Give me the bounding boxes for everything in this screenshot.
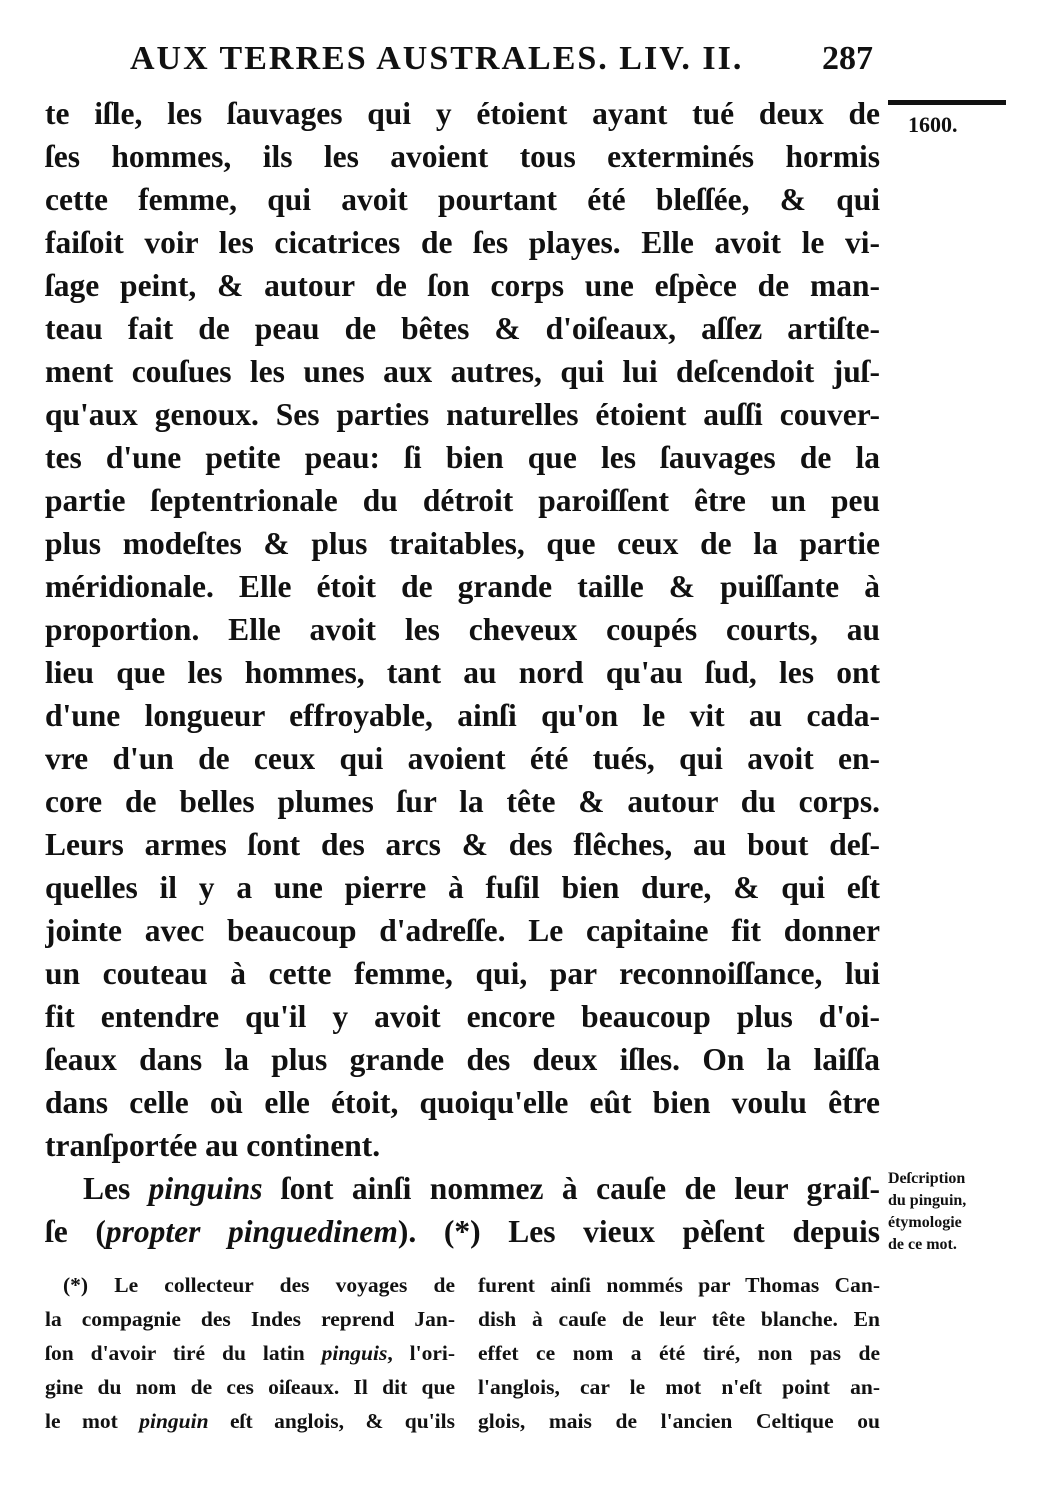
text-segment: plus modeſtes & plus traitables, que ceux de la partie <box>45 526 880 561</box>
text-segment: tes d'une petite peau: ſi bien que les ſauvages de la <box>45 440 880 475</box>
text-segment: effet ce nom a été tiré, non pas de <box>478 1341 880 1365</box>
text-segment: proportion. Elle avoit les cheveux coupés courts, au <box>45 612 880 647</box>
side-note <box>888 1168 1018 1256</box>
text-line <box>45 307 880 350</box>
text-line <box>45 1081 880 1124</box>
text-segment: (*) Le collecteur des voyages de <box>63 1273 455 1297</box>
text-segment: méridionale. Elle étoit de grande taille & puiſſante à <box>45 569 880 604</box>
text-line <box>45 866 880 909</box>
footnote-line <box>45 1404 455 1438</box>
text-segment: le mot <box>45 1409 140 1433</box>
text-segment: lieu que les hommes, tant au nord qu'au ſud, les ont <box>45 655 880 690</box>
text-line <box>45 1124 880 1167</box>
text-segment: ſont ainſi nommez à cauſe de leur graiſ- <box>262 1171 880 1206</box>
italic-text: pinguins <box>148 1171 263 1206</box>
text-line <box>45 178 880 221</box>
text-line <box>45 264 880 307</box>
text-segment: furent ainſi nommés par Thomas Can- <box>478 1273 880 1297</box>
footnote-line <box>45 1302 455 1336</box>
text-segment: ſage peint, & autour de ſon corps une eſpèce de man- <box>45 268 880 303</box>
footnote-line <box>45 1336 455 1370</box>
side-note-line: Deſcription <box>888 1170 966 1187</box>
text-segment: l'anglois, car le mot n'eſt point an- <box>478 1375 880 1399</box>
text-line <box>45 823 880 866</box>
text-segment: teau fait de peau de bêtes & d'oiſeaux, aſſez artiſte- <box>45 311 880 346</box>
text-segment: tranſportée au continent. <box>45 1128 381 1163</box>
text-segment: vre d'un de ceux qui avoient été tués, qui avoit en- <box>45 741 880 776</box>
text-segment: glois, mais de l'ancien Celtique ou <box>478 1409 880 1433</box>
side-note-line: étymologie <box>888 1214 962 1231</box>
text-segment: la compagnie des Indes reprend Jan- <box>45 1307 455 1331</box>
italic-text: pinguis <box>321 1341 388 1365</box>
text-segment: core de belles plumes ſur la tête & autour du corps. <box>45 784 880 819</box>
text-segment: faiſoit voir les cicatrices de ſes playes. Elle avoit le vi- <box>45 225 880 260</box>
side-note-line: de ce mot. <box>888 1236 957 1253</box>
text-segment: , l'ori- <box>387 1341 455 1365</box>
text-segment: quelles il y a une pierre à fuſil bien dure, & qui eſt <box>45 870 880 905</box>
text-segment: ſon d'avoir tiré du latin <box>45 1341 322 1365</box>
page-number: 287 <box>822 40 873 77</box>
text-segment: fit entendre qu'il y avoit encore beaucoup plus d'oi- <box>45 999 880 1034</box>
text-segment: dans celle où elle étoit, quoiqu'elle eût bien voulu être <box>45 1085 880 1120</box>
text-segment: qu'aux genoux. Ses parties naturelles étoient auſſi couver- <box>45 397 880 432</box>
margin-year: 1600. <box>908 112 958 137</box>
text-segment: Leurs armes ſont des arcs & des flêches, au bout deſ- <box>45 827 880 862</box>
text-segment: d'une longueur effroyable, ainſi qu'on le vit au cada- <box>45 698 880 733</box>
text-line <box>45 780 880 823</box>
text-segment: eſt anglois, & qu'ils <box>208 1409 455 1433</box>
text-line <box>45 952 880 995</box>
text-segment: cette femme, qui avoit pourtant été bleſſée, & qui <box>45 182 880 217</box>
text-segment: ſes hommes, ils les avoient tous exterminés hormis <box>45 139 880 174</box>
footnote-line <box>478 1404 880 1438</box>
text-line <box>45 221 880 264</box>
text-line <box>45 522 880 565</box>
text-segment: ſeaux dans la plus grande des deux iſles. On la laiſſa <box>45 1042 880 1077</box>
footnote-line <box>478 1268 880 1302</box>
text-segment: Les <box>83 1171 149 1206</box>
italic-text: pinguin <box>139 1409 209 1433</box>
running-title: AUX TERRES AUSTRALES. LIV. II. <box>130 40 744 77</box>
footnote-line <box>478 1336 880 1370</box>
margin-rule <box>888 100 1006 105</box>
footnote-line <box>478 1302 880 1336</box>
text-segment: ment couſues les unes aux autres, qui lui deſcendoit juſ- <box>45 354 880 389</box>
footnote-line <box>478 1370 880 1404</box>
footnote-line <box>45 1268 455 1302</box>
footnote-right-column <box>478 1268 880 1438</box>
text-line <box>45 1210 880 1253</box>
text-segment: partie ſeptentrionale du détroit paroiſſent être un peu <box>45 483 880 518</box>
text-line <box>45 436 880 479</box>
text-line <box>45 651 880 694</box>
text-line <box>45 995 880 1038</box>
text-segment: te iſle, les ſauvages qui y étoient ayant tué deux de <box>45 96 880 131</box>
text-line <box>45 909 880 952</box>
text-line <box>45 350 880 393</box>
italic-text: propter pinguedinem <box>105 1214 398 1249</box>
footnote-left-column <box>45 1268 455 1438</box>
text-line <box>45 694 880 737</box>
text-segment: un couteau à cette femme, qui, par reconnoiſſance, lui <box>45 956 880 991</box>
text-line <box>45 92 880 135</box>
text-line <box>45 1038 880 1081</box>
text-segment: ſe ( <box>45 1214 106 1249</box>
text-line <box>45 565 880 608</box>
text-line <box>45 135 880 178</box>
text-line <box>45 479 880 522</box>
body-text <box>45 92 880 1253</box>
side-note-line: du pinguin, <box>888 1192 967 1209</box>
text-segment: jointe avec beaucoup d'adreſſe. Le capitaine fit donner <box>45 913 880 948</box>
text-segment: dish à cauſe de leur tête blanche. En <box>478 1307 880 1331</box>
text-segment: gine du nom de ces oiſeaux. Il dit que <box>45 1375 455 1399</box>
text-line <box>45 608 880 651</box>
footnote-line <box>45 1370 455 1404</box>
text-line <box>45 1167 880 1210</box>
text-line <box>45 737 880 780</box>
text-line <box>45 393 880 436</box>
text-segment: ). (*) Les vieux pèſent depuis <box>397 1214 880 1249</box>
